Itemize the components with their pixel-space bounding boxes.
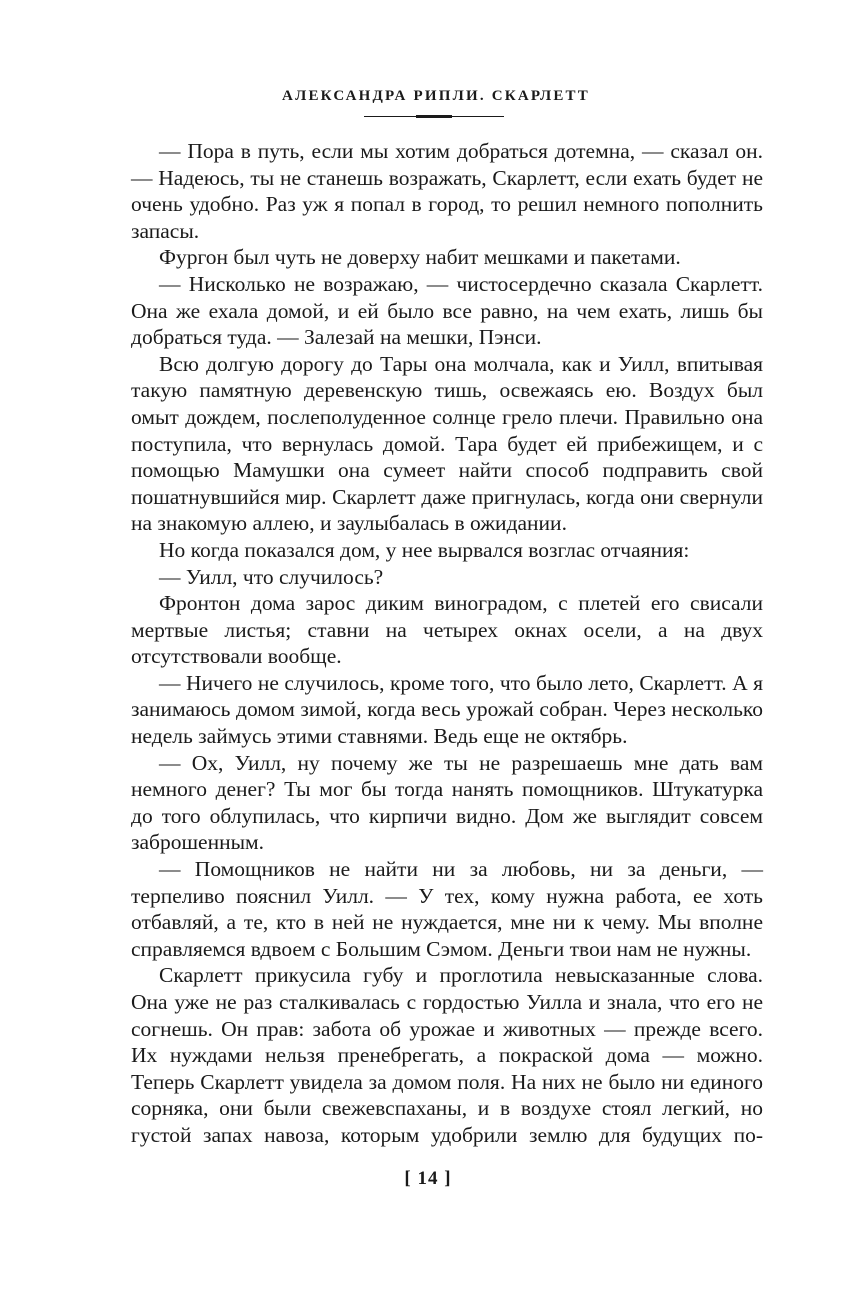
paragraph: Но когда показался дом, у нее вырвался возглас отчаяния: [159,537,690,562]
paragraph: — Ничего не случилось, кроме того, что было лето, Скарлетт. А я занимаюсь домом зимой, когда весь урожай собран. Через несколько недель займусь этими ставнями. Ведь еще не октябрь. [131,670,763,749]
body-text [131,138,763,1149]
paragraph: — Пора в путь, если мы хотим добраться дотемна, — сказал он. — Надеюсь, ты не станешь возражать, Скарлетт, если ехать будет не очень удобно. Раз уж я попал в город, то решил немного пополнить запасы. [131,139,763,243]
page-number [0,1168,856,1190]
paragraph: Фургон был чуть не доверху набит мешками и пакетами. [159,245,681,270]
paragraph: — Нисколько не возражаю, — чистосердечно сказала Скарлетт. Она же ехала домой, и ей было все равно, на чем ехать, лишь бы добраться туда. — Залезай на мешки, Пэнси. [131,271,763,350]
paragraph: — Помощников не найти ни за любовь, ни за деньги, — терпеливо пояснил Уилл. — У тех, кому нужна работа, ее хоть отбавляй, а те, кто в ней не нуждается, мне ни к чему. Мы вполне справляемся вдвоем с Большим Сэмом. Деньги твои нам не нужны. [131,857,763,961]
paragraph: Скарлетт прикусила губу и проглотила невысказанные слова. Она уже не раз сталкивалась с гордостью Уилла и знала, что его не согнешь. Он прав: забота об урожае и животных — прежде всего. Их нуждами нельзя пренебрегать, а покраской дома — можно. Теперь Скарлетт увидела за домом поля. На них не было ни единого сорняка, они были свежевспаханы, и в воздухе стоял легкий, но густой запах навоза, которым удобрили землю для будущих по- [131,963,763,1147]
page-number-bracket-left: [ [404,1168,412,1189]
paragraph: Фронтон дома зарос диким виноградом, с плетей его свисали мертвые листья; ставни на четырех окнах осели, а на двух отсутствовали вообще. [131,591,763,669]
paragraph: — Ох, Уилл, ну почему же ты не разрешаешь мне дать вам немного денег? Ты мог бы тогда нанять помощников. Штукатурка до того облупилась, что кирпичи видно. Дом же выглядит совсем заброшенным. [131,750,763,855]
page-number-bracket-right: ] [444,1168,452,1189]
running-head-rule-accent [416,115,452,118]
paragraph: Всю долгую дорогу до Тары она молчала, как и Уилл, впитывая такую памятную деревенскую тишь, освежаясь ею. Воздух был омыт дождем, послеполуденное солнце грело плечи. Правильно она поступила, что вернулась домой. Тара будет ей прибежищем, и с помощью Мамушки она сумеет найти способ подправить свой пошатнувшийся мир. Скарлетт даже пригнулась, когда они свернули на знакомую аллею, и заулыбалась в ожидании. [131,351,763,536]
page-number-value: 14 [417,1168,439,1189]
paragraph: — Уилл, что случилось? [159,564,384,589]
running-head: АЛЕКСАНДРА РИПЛИ. СКАРЛЕТТ [282,88,590,104]
